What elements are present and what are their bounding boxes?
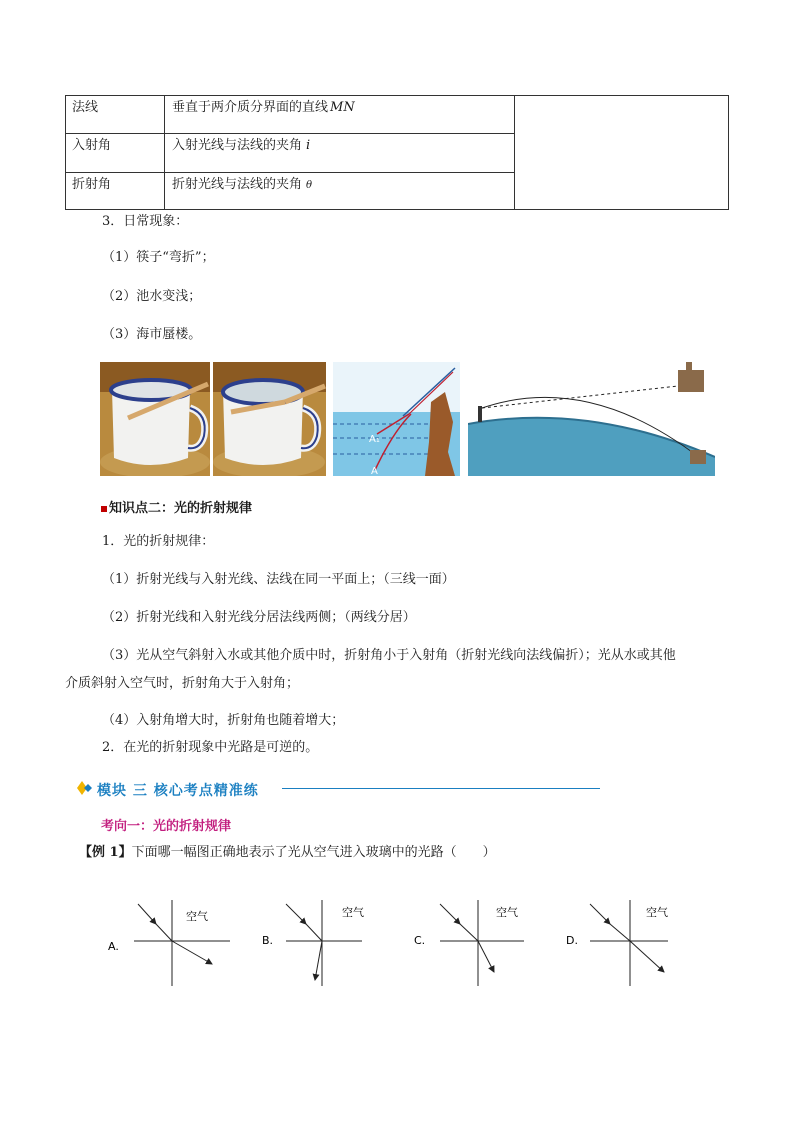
definition-table xyxy=(65,95,729,210)
bent-chopstick-photo xyxy=(213,362,326,476)
list-item: （3）海市蜃楼。 xyxy=(102,327,202,342)
figure-label: A₁ xyxy=(369,434,380,445)
table-row-term: 法线 xyxy=(72,100,99,115)
table-divider xyxy=(164,96,165,209)
list-item: （1）筷子“弯折”； xyxy=(102,250,215,265)
option-label: C. xyxy=(414,934,426,947)
option-label: D. xyxy=(566,934,578,947)
square-bullet-icon xyxy=(101,506,107,512)
table-row-term: 折射角 xyxy=(72,177,112,192)
table-divider xyxy=(66,133,515,134)
medium-label: 空气 xyxy=(186,910,208,923)
figure-label: A xyxy=(371,466,378,476)
section-heading: 1．光的折射规律： xyxy=(102,534,215,549)
table-divider xyxy=(66,172,515,173)
table-row-definition: 折射光线与法线的夹角 θ xyxy=(172,177,313,192)
option-label: A. xyxy=(108,940,119,953)
module-divider xyxy=(282,788,600,789)
medium-label: 空气 xyxy=(646,906,668,919)
knowledge-point-title: 知识点二：光的折射规律 xyxy=(101,497,252,516)
list-item: （4）入射角增大时，折射角也随着增大； xyxy=(102,713,345,728)
list-item: 2．在光的折射现象中光路是可逆的。 xyxy=(102,740,319,755)
diamond-icon xyxy=(76,780,94,800)
option-d-diagram[interactable] xyxy=(566,900,668,986)
medium-label: 空气 xyxy=(342,906,364,919)
list-item-continuation: 介质斜射入空气时，折射角大于入射角； xyxy=(65,676,300,691)
direction-title: 考向一：光的折射规律 xyxy=(101,819,232,834)
section-heading: 3．日常现象： xyxy=(102,214,189,229)
options-figure xyxy=(100,882,675,990)
option-a-diagram[interactable] xyxy=(108,900,230,986)
module-title: 模块 三 核心考点精准练 xyxy=(97,783,259,799)
list-item: （2）池水变浅； xyxy=(102,289,202,304)
medium-label: 空气 xyxy=(496,906,518,919)
example-question: 【例 1】下面哪一幅图正确地表示了光从空气进入玻璃中的光路（ ） xyxy=(79,845,496,860)
table-row-term: 入射角 xyxy=(72,138,112,153)
table-row-definition: 入射光线与法线的夹角 i xyxy=(172,138,311,153)
pool-depth-diagram xyxy=(333,362,460,476)
list-item: （3）光从空气斜射入水或其他介质中时，折射角小于入射角（折射光线向法线偏折）；光从水或其他 xyxy=(102,648,676,663)
option-c-diagram[interactable] xyxy=(414,900,524,986)
option-b-diagram[interactable] xyxy=(262,900,364,986)
table-row-definition: 垂直于两介质分界面的直线 MN xyxy=(172,100,355,115)
table-divider xyxy=(514,96,515,209)
list-item: （2）折射光线和入射光线分居法线两侧；（两线分居） xyxy=(102,610,416,625)
mirage-diagram xyxy=(468,362,715,476)
chopstick-cup-photo xyxy=(100,362,210,476)
list-item: （1）折射光线与入射光线、法线在同一平面上；（三线一面） xyxy=(102,572,455,587)
option-label: B. xyxy=(262,934,274,947)
